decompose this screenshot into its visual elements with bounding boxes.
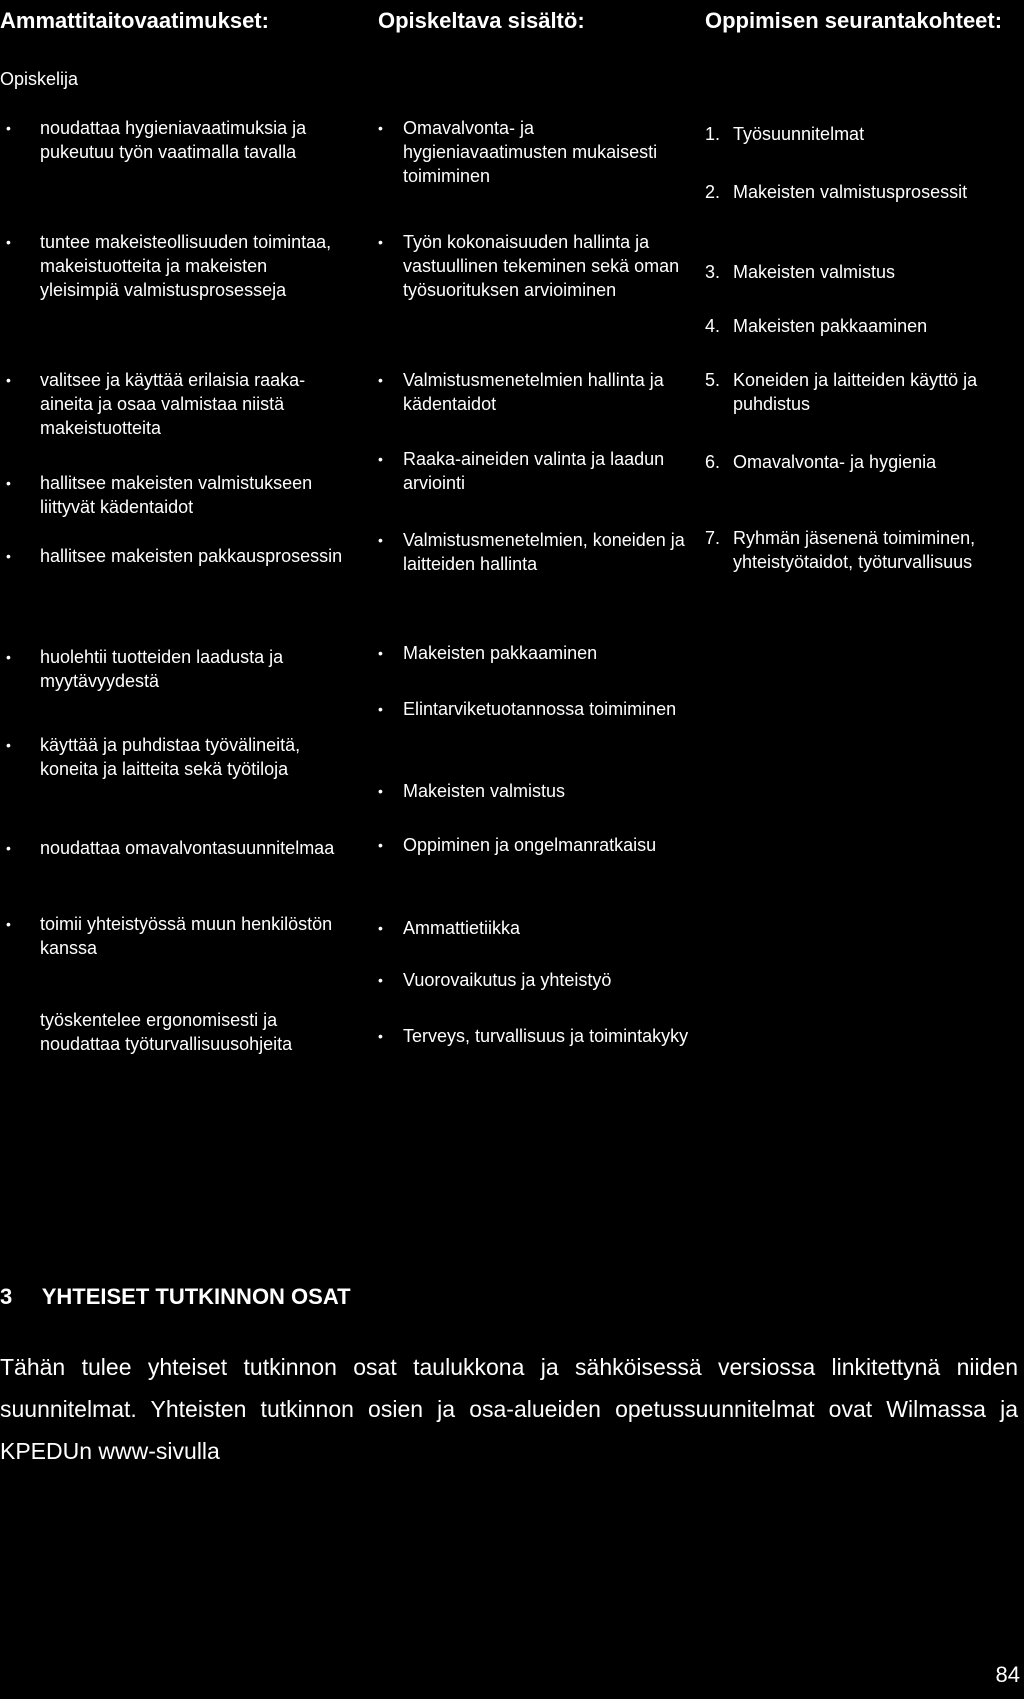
requirement-item: työskentelee ergonomisesti ja noudattaa työturvallisuusohjeita xyxy=(40,1010,293,1054)
tracking-item xyxy=(705,260,1024,284)
page-number: 84 xyxy=(995,1662,1020,1687)
content-item: • Raaka-aineiden valinta ja laadun arviointi xyxy=(403,447,698,495)
tracking-item-number: 3. xyxy=(705,262,721,282)
content-item: • Vuorovaikutus ja yhteistyö xyxy=(403,968,698,992)
section-heading xyxy=(0,1283,351,1311)
tracking-item xyxy=(705,180,1024,204)
tracking-item xyxy=(705,450,1024,474)
content-item: • Työn kokonaisuuden hallinta ja vastuullinen tekeminen sekä oman työsuorituksen arvioiminen xyxy=(403,230,698,302)
tracking-item-text: Ryhmän jäsenenä toimiminen, yhteistyötaidot, työturvallisuus xyxy=(733,528,976,572)
tracking-item-number: 4. xyxy=(705,316,721,336)
requirement-item: • hallitsee makeisten valmistukseen liittyvät kädentaidot xyxy=(40,471,350,519)
intro-text: Opiskelija xyxy=(0,69,79,89)
tracking-item-number: 1. xyxy=(705,124,721,144)
column-header-contents: Opiskeltava sisältö: xyxy=(378,8,585,33)
content-item: • Makeisten pakkaaminen xyxy=(403,641,698,665)
content-item: • Terveys, turvallisuus ja toimintakyky xyxy=(403,1024,698,1048)
requirement-item: • noudattaa omavalvontasuunnitelmaa xyxy=(40,836,350,860)
tracking-item-text: Koneiden ja laitteiden käyttö ja puhdistus xyxy=(733,370,978,414)
content-item: • Oppiminen ja ongelmanratkaisu xyxy=(403,833,698,857)
requirement-item: • käyttää ja puhdistaa työvälineitä, koneita ja laitteita sekä työtiloja xyxy=(40,733,350,781)
content-item: • Valmistusmenetelmien, koneiden ja laitteiden hallinta xyxy=(403,528,698,576)
requirement-item: • noudattaa hygieniavaatimuksia ja pukeutuu työn vaatimalla tavalla xyxy=(40,116,350,164)
tracking-item-number: 2. xyxy=(705,182,721,202)
tracking-item-number: 7. xyxy=(705,528,721,548)
requirement-item: • valitsee ja käyttää erilaisia raaka-aineita ja osaa valmistaa niistä makeistuotteita xyxy=(40,368,350,440)
requirement-item: • tuntee makeisteollisuuden toimintaa, makeistuotteita ja makeisten yleisimpiä valmistusprosesseja xyxy=(40,230,350,302)
section-body-text: Tähän tulee yhteiset tutkinnon osat taulukkona ja sähköisessä versiossa linkitettynä niiden suunnitelmat. Yhteisten tutkinnon osien ja osa-alueiden opetussuunnitelmat ovat Wilmassa ja KPEDUn www-sivulla xyxy=(0,1354,1018,1464)
requirement-item: • hallitsee makeisten pakkausprosessin xyxy=(40,544,350,568)
tracking-item xyxy=(705,314,1024,338)
requirement-item: • huolehtii tuotteiden laadusta ja myytävyydestä xyxy=(40,645,350,693)
content-item: • Omavalvonta- ja hygieniavaatimusten mukaisesti toimiminen xyxy=(403,116,698,188)
tracking-item-text: Makeisten valmistus xyxy=(733,262,896,282)
tracking-item xyxy=(705,122,1024,146)
content-item: • Valmistusmenetelmien hallinta ja kädentaidot xyxy=(403,368,698,416)
tracking-item-text: Makeisten valmistusprosessit xyxy=(733,182,968,202)
section-title: YHTEISET TUTKINNON OSAT xyxy=(41,1284,351,1309)
content-item: • Makeisten valmistus xyxy=(403,779,698,803)
tracking-item-text: Työsuunnitelmat xyxy=(733,124,865,144)
requirement-item: • toimii yhteistyössä muun henkilöstön kanssa xyxy=(40,912,350,960)
content-item: • Elintarviketuotannossa toimiminen xyxy=(403,697,698,721)
tracking-item-number: 6. xyxy=(705,452,721,472)
tracking-item xyxy=(705,526,1024,574)
content-item: • Ammattietiikka xyxy=(403,916,698,940)
tracking-item-text: Makeisten pakkaaminen xyxy=(733,316,928,336)
section-number: 3 xyxy=(0,1284,13,1309)
tracking-item-text: Omavalvonta- ja hygienia xyxy=(733,452,937,472)
tracking-item-number: 5. xyxy=(705,370,721,390)
column-header-tracking: Oppimisen seurantakohteet: xyxy=(705,8,1003,33)
tracking-item xyxy=(705,368,1024,416)
column-header-requirements: Ammattitaitovaatimukset: xyxy=(0,8,269,33)
